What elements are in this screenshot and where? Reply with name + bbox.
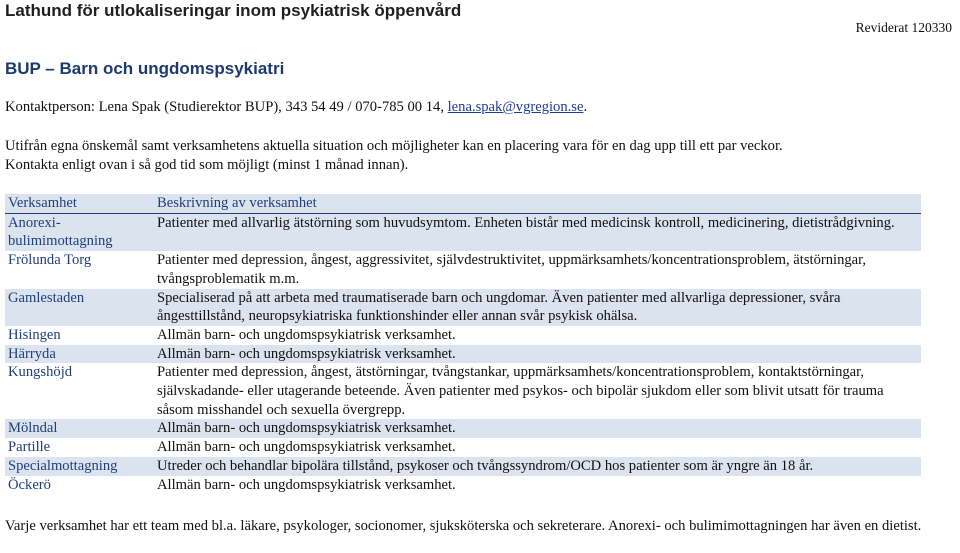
- contact-line: [5, 98, 935, 117]
- unit-description: Allmän barn- och ungdomspsykiatrisk verksamhet.: [157, 439, 456, 456]
- unit-name: Öckerö: [8, 476, 51, 493]
- unit-name: Kungshöjd: [8, 364, 73, 381]
- table-row: [5, 457, 921, 476]
- unit-name: Partille: [8, 439, 51, 456]
- table-row: [5, 213, 921, 251]
- contact-email-link[interactable]: lena.spak@vgregion.se: [447, 99, 584, 115]
- unit-name: Mölndal: [8, 420, 58, 437]
- column-header-beskrivning: Beskrivning av verksamhet: [157, 195, 317, 211]
- unit-name: Gamlestaden: [8, 289, 85, 306]
- table-row: [5, 289, 921, 326]
- unit-name: Härryda: [8, 345, 56, 362]
- unit-description: Allmän barn- och ungdomspsykiatrisk verksamhet.: [157, 476, 456, 493]
- unit-name: Specialmottagning: [8, 457, 118, 474]
- unit-description: Patienter med depression, ångest, ätstörningar, tvångstankar, uppmärksamhets/koncentrationsproblem, kontaktstörningar, självskadande- eller utagerande beteende. Även patienter med psykos- och bipolär sjukdom eller som blivit utsatt för trauma såsom misshandel och sexuella övergrepp.: [157, 364, 884, 418]
- unit-description: Specialiserad på att arbeta med traumatiserade barn och ungdomar. Även patienter med allvarliga depressioner, svåra ångesttillstånd, neuropsykiatriska funktionshinder eller annan svår psykisk ohälsa.: [157, 289, 841, 325]
- table-row: [5, 476, 921, 495]
- contact-email-suffix: .: [583, 99, 588, 115]
- unit-name: Hisingen: [8, 326, 61, 343]
- document-title: Lathund för utlokaliseringar inom psykiatrisk öppenvård: [5, 1, 462, 20]
- unit-name: Anorexi- bulimimottagning: [8, 214, 113, 250]
- table-header-row: [5, 194, 921, 213]
- unit-description: Patienter med depression, ångest, aggressivitet, självdestruktivitet, uppmärksamhets/koncentrationsproblem, ätstörningar, tvångsproblematik m.m.: [157, 252, 867, 287]
- intro-line-2: Kontakta enligt ovan i så god tid som möjligt (minst 1 månad innan).: [5, 157, 409, 173]
- unit-description: Allmän barn- och ungdomspsykiatrisk verksamhet.: [157, 345, 456, 362]
- contact-text: Kontaktperson: Lena Spak (Studierektor BUP), 343 54 49 / 070-785 00 14,: [5, 99, 448, 115]
- intro-line-1: Utifrån egna önskemål samt verksamhetens aktuella situation och möjligheter kan en placering vara för en dag upp till ett par veckor.: [5, 138, 783, 154]
- table-row: [5, 345, 921, 364]
- unit-name: Frölunda Torg: [8, 252, 92, 269]
- section-title: BUP – Barn och ungdomspsykiatri: [5, 59, 285, 78]
- table-row: [5, 251, 921, 288]
- unit-description: Utreder och behandlar bipolära tillstånd, psykoser och tvångssyndrom/OCD hos patienter som är yngre än 18 år.: [157, 457, 814, 474]
- table-row: [5, 363, 921, 419]
- column-header-verksamhet: Verksamhet: [8, 195, 77, 211]
- table-row: [5, 326, 921, 345]
- unit-description: Allmän barn- och ungdomspsykiatrisk verksamhet.: [157, 420, 456, 437]
- table-row: [5, 419, 921, 438]
- unit-description: Patienter med allvarlig ätstörning som huvudsymtom. Enheten bistår med medicinsk kontroll, medicinering, dietistrådgivning.: [157, 214, 895, 231]
- table-row: [5, 438, 921, 457]
- intro-paragraph: [5, 137, 940, 175]
- revision-date: Reviderat 120330: [855, 20, 952, 35]
- services-table: [5, 194, 921, 494]
- unit-description: Allmän barn- och ungdomspsykiatrisk verksamhet.: [157, 326, 456, 343]
- footer-note: Varje verksamhet har ett team med bl.a. läkare, psykologer, socionomer, sjuksköterska och sekreterare. Anorexi- och bulimimottagningen har även en dietist.: [5, 518, 922, 534]
